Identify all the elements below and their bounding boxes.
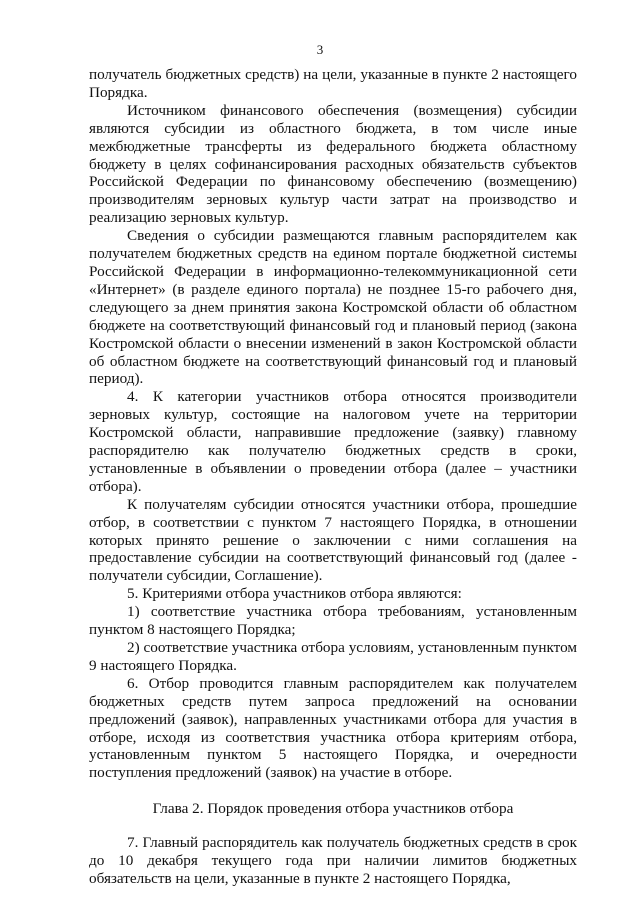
paragraph-funding-source: Источником финансового обеспечения (возмещения) субсидии являются субсидии из областного бюджета, в том числе иные межбюджетные трансферты из федерального бюджета областному бюджету в целях софинансирования расходных обязательств субъектов Российской Федерации по финансовому обеспечению (возмещению) производителям зерновых культур части затрат на производство и реализацию зерновых культур. [89, 101, 577, 227]
paragraph-item-4: 4. К категории участников отбора относятся производители зерновых культур, состоящие на налоговом учете на территории Костромской области, направившие предложение (заявку) главному распорядителю как получателю бюджетных средств в сроки, установленные в объявлении о проведении отбора (далее – участники отбора). [89, 388, 577, 495]
paragraph-subsidy-info: Сведения о субсидии размещаются главным распорядителем как получателем бюджетных средств на едином портале бюджетной системы Российской Федерации в информационно-телекоммуникационной сети «Интернет» (в разделе единого портала) не позднее 15-го рабочего дня, следующего за днем принятия закона Костромской области об областном бюджете на соответствующий финансовый год и плановый период (закона Костромской области о внесении изменений в закон Костромской области об областном бюджете на соответствующий финансовый год и плановый период). [89, 227, 577, 388]
paragraph-recipients: К получателям субсидии относятся участники отбора, прошедшие отбор, в соответствии с пунктом 7 настоящего Порядка, в отношении которых принято решение о заключении с ними соглашения на предоставление субсидии на соответствующий финансовый год (далее - получатели субсидии, Соглашение). [89, 495, 577, 585]
paragraph-item-5: 5. Критериями отбора участников отбора являются: [127, 585, 462, 603]
page-number: 3 [316, 42, 324, 57]
paragraph-continuation: получатель бюджетных средств) на цели, указанные в пункте 2 настоящего Порядка. [89, 66, 577, 101]
document-body [89, 66, 577, 888]
paragraph-criterion-2: 2) соответствие участника отбора условиям, установленным пунктом 9 настоящего Порядка. [89, 639, 577, 674]
chapter-heading: Глава 2. Порядок проведения отбора участников отбора [152, 800, 514, 818]
paragraph-criterion-1: 1) соответствие участника отбора требованиям, установленным пунктом 8 настоящего Порядка; [89, 603, 577, 639]
paragraph-item-7: 7. Главный распорядитель как получатель бюджетных средств в срок до 10 декабря текущего года при наличии лимитов бюджетных обязательств на цели, указанные в пункте 2 настоящего Порядка, [89, 834, 577, 887]
paragraph-item-6: 6. Отбор проводится главным распорядителем как получателем бюджетных средств путем запроса предложений на основании предложений (заявок), направленных участниками отбора для участия в отборе, исходя из соответствия участника отбора критериям отбора, установленным пунктом 5 настоящего Порядка, и очередности поступления предложений (заявок) на участие в отборе. [89, 674, 577, 782]
